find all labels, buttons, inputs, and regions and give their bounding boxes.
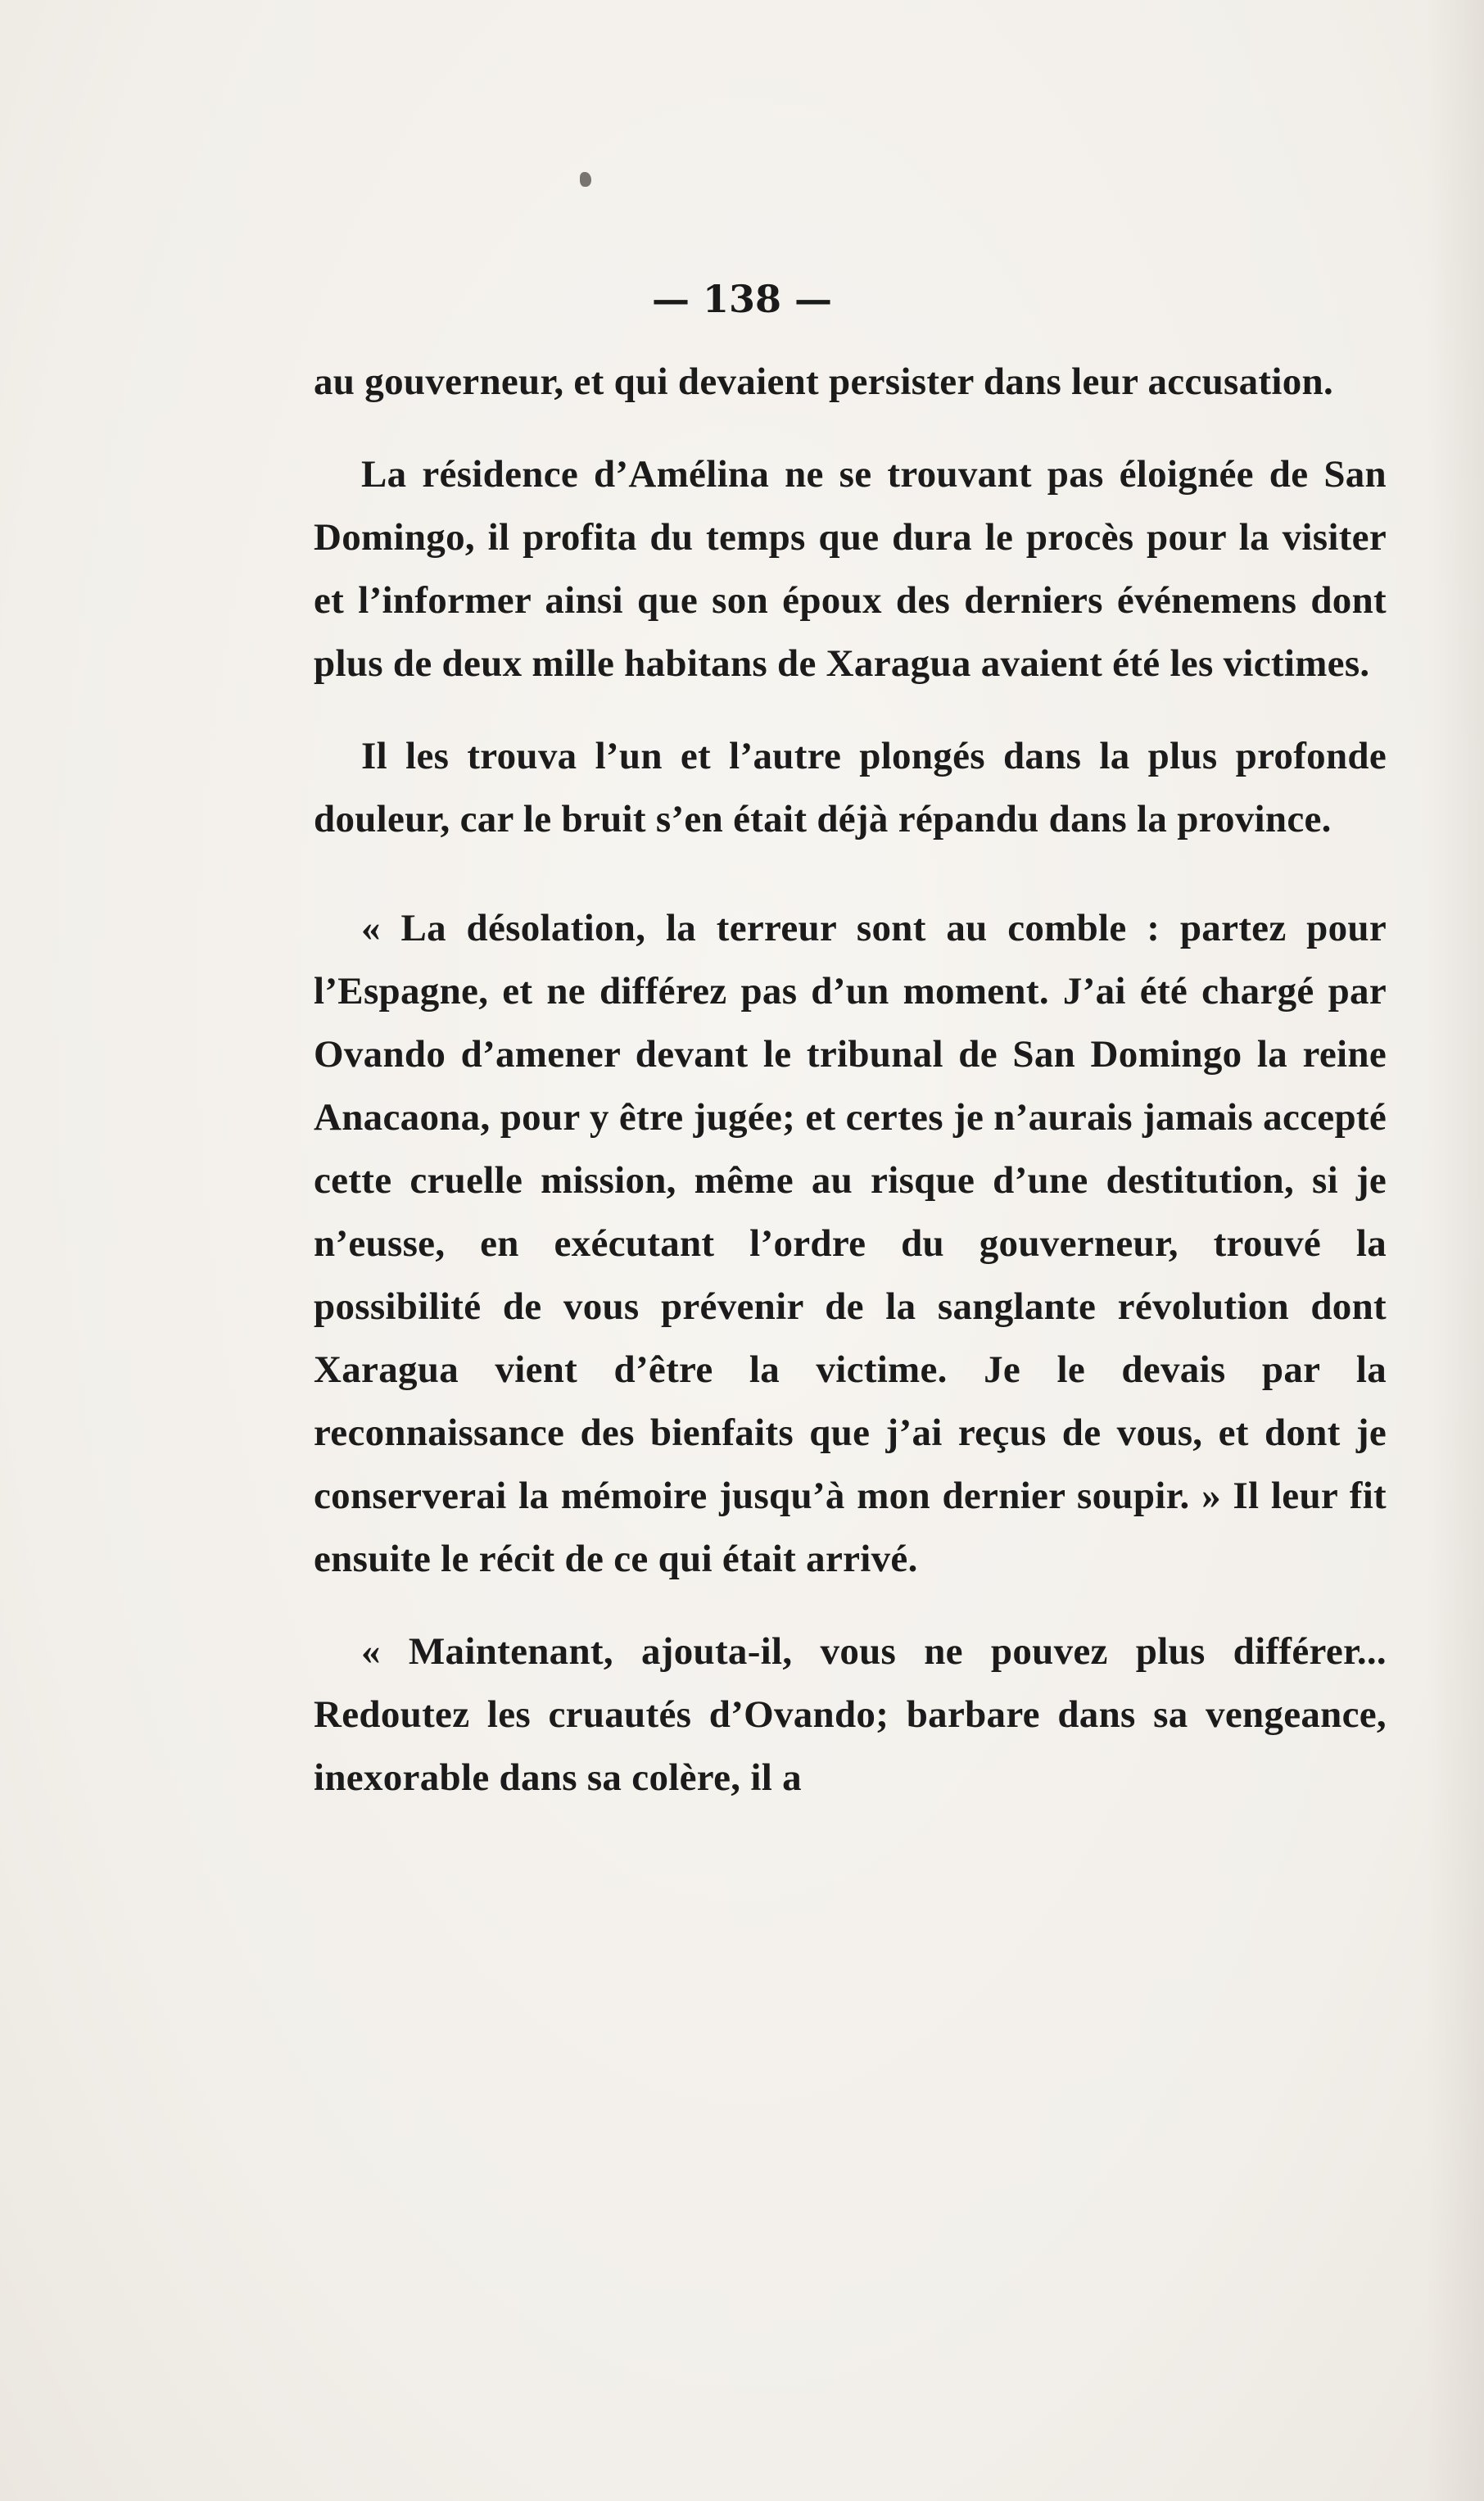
paragraph-1: au gouverneur, et qui devaient persister dans leur accusation. bbox=[314, 360, 1334, 403]
page-edge-shadow bbox=[1427, 0, 1484, 2501]
paragraph-3: Il les trouva l’un et l’autre plongés dans la plus profonde douleur, car le bruit s’en était déjà répandu dans la province. bbox=[314, 735, 1387, 840]
body-text bbox=[314, 351, 1387, 1810]
paragraph-4: « La désolation, la terreur sont au comble : partez pour l’Espagne, et ne différez pas d’un moment. J’ai été chargé par Ovando d’amener devant le tribunal de San Domingo la reine Anacaona, pour y être jugée; et certes je n’aurais jamais accepté cette cruelle mission, même au risque d’une destitution, si je n’eusse, en exécutant l’ordre du gouverneur, trouvé la possibilité de vous prévenir de la sanglante révolution dont Xaragua vient d’être la victime. Je le devais par la reconnaissance des bienfaits que j’ai reçus de vous, et dont je conserverai la mémoire jusqu’à mon dernier soupir. » Il leur fit ensuite le récit de ce qui était arrivé. bbox=[314, 907, 1387, 1580]
ink-speck bbox=[580, 172, 591, 187]
paragraph-2: La résidence d’Amélina ne se trouvant pas éloignée de San Domingo, il profita du temps que dura le procès pour la visiter et l’informer ainsi que son époux des derniers événemens dont plus de deux mille habitans de Xaragua avaient été les victimes. bbox=[314, 453, 1387, 685]
paragraph-5: « Maintenant, ajouta-il, vous ne pouvez plus différer... Redoutez les cruautés d’Ovando; barbare dans sa vengeance, inexorable dans sa colère, il a bbox=[314, 1630, 1387, 1799]
page-number-header: — 138 — bbox=[651, 277, 833, 321]
